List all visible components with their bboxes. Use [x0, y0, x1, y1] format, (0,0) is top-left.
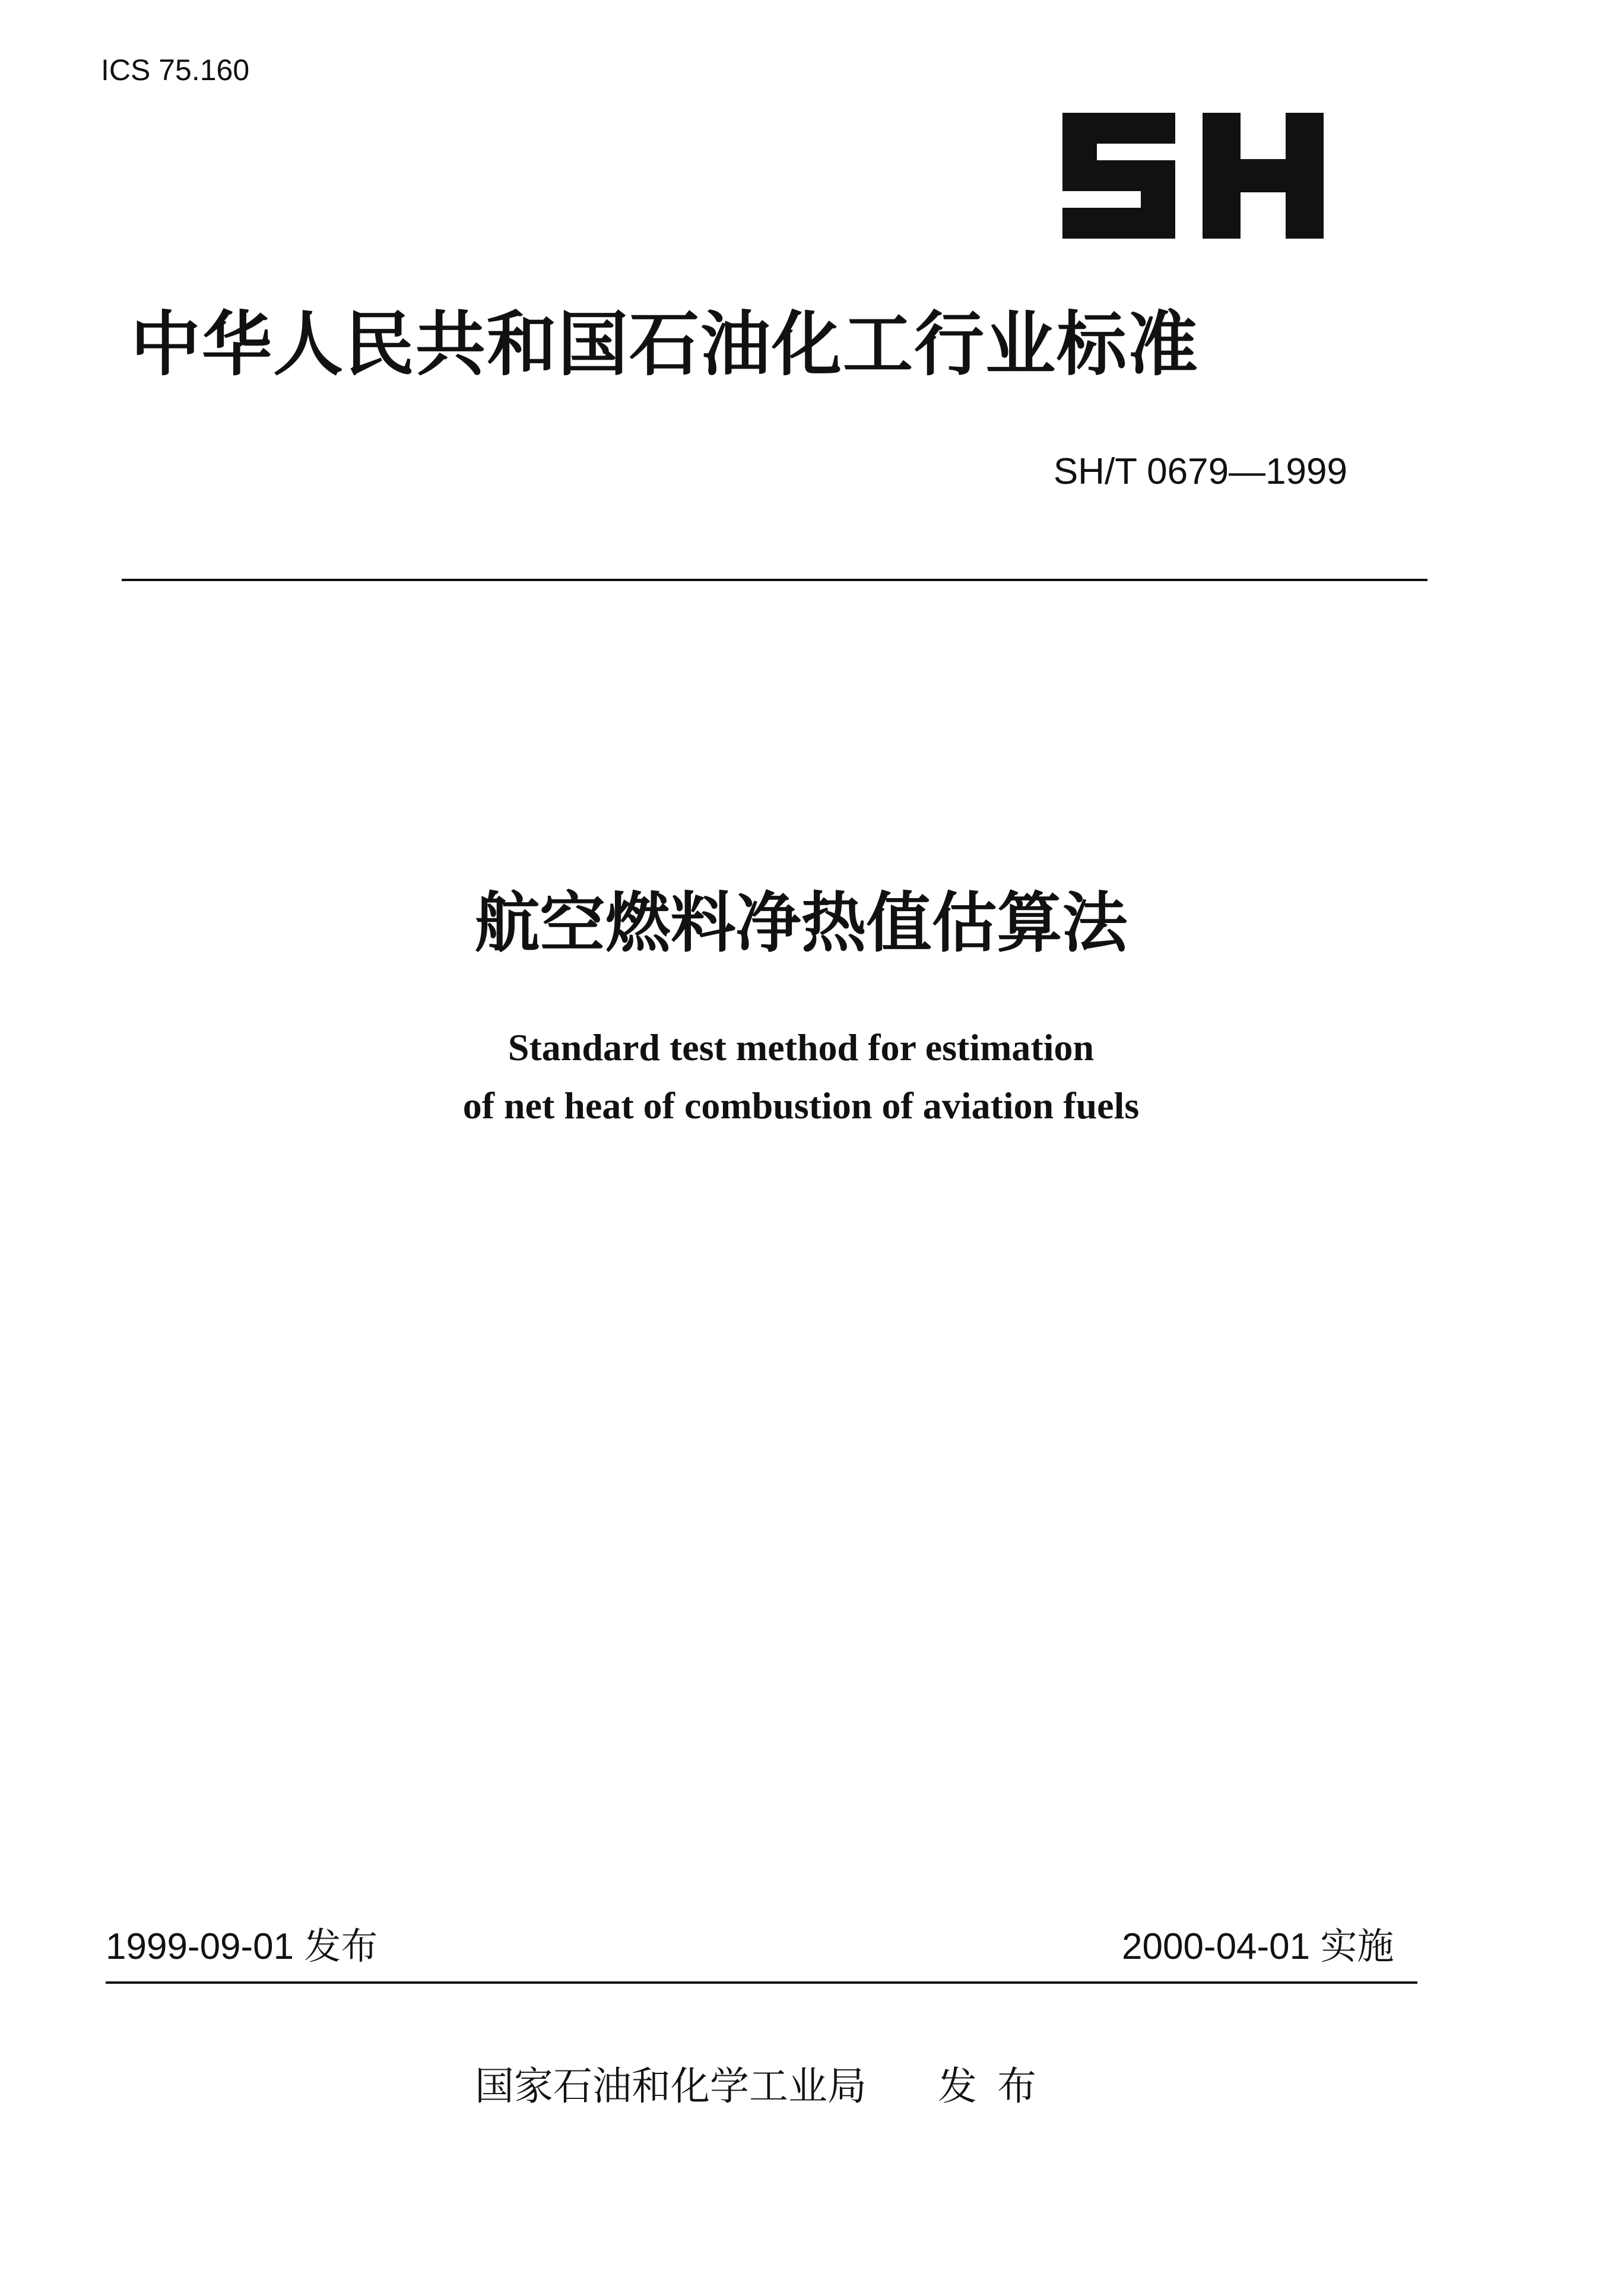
top-divider [122, 579, 1427, 581]
sh-logo-letter-h [1203, 113, 1324, 239]
document-title-english-line-2: of net heat of combustion of aviation fuels [462, 1084, 1140, 1127]
publish-label: 发布 [938, 2063, 1057, 2109]
sh-logo [1062, 113, 1324, 239]
document-title-english-line-1: Standard test method for estimation [507, 1026, 1095, 1068]
publisher-name: 国家石油和化学工业局 [475, 2063, 867, 2109]
standard-type-title: 中华人民共和国石油化工行业标准 [131, 303, 1200, 385]
bottom-divider [106, 1981, 1417, 1984]
document-title-chinese: 航空燃料净热值估算法 [474, 885, 1128, 961]
issue-date: 1999-09-01 发布 [106, 1926, 378, 1967]
implementation-date: 2000-04-01 实施 [1122, 1926, 1394, 1967]
standard-code: SH/T 0679—1999 [1053, 451, 1347, 492]
sh-logo-letter-s [1062, 113, 1175, 239]
ics-code: ICS 75.160 [101, 53, 250, 87]
